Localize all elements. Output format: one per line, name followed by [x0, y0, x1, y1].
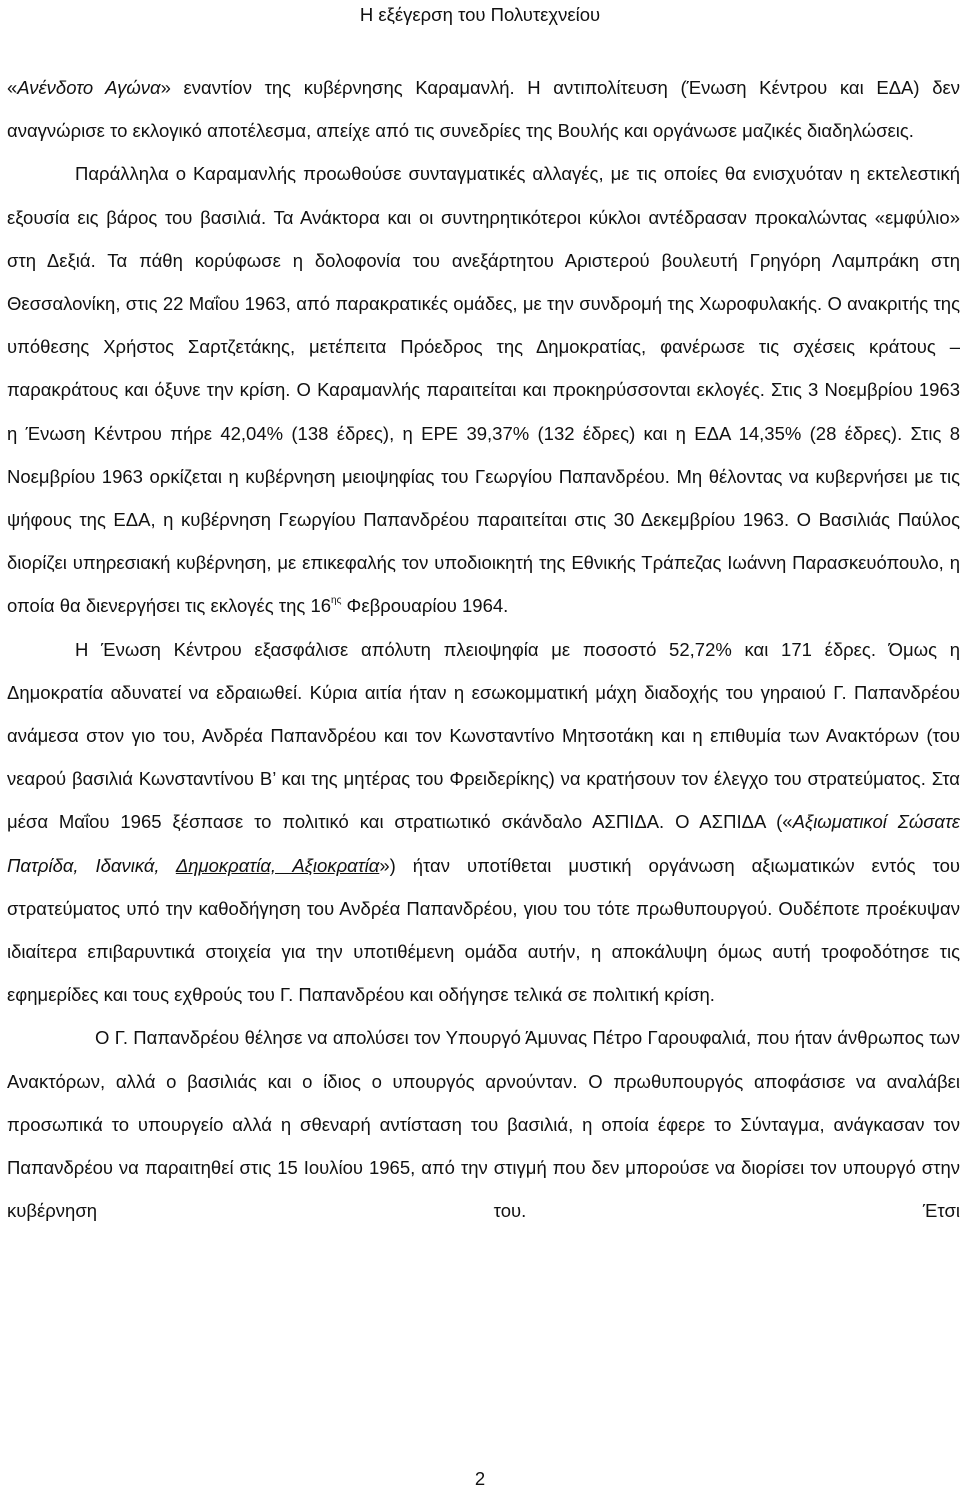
paragraph-2-text-a: Παράλληλα ο Καραμανλής προωθούσε συνταγματικές αλλαγές, με τις οποίες θα ενισχυόταν η εκτελεστική εξουσία εις βάρος του βασιλιά. Τα Ανάκτορα και οι συντηρητικότεροι κύκλοι αντέδρασαν προκαλώντας «εμφύλιο» στη Δεξιά. Τα πάθη κορύφωσε η δολοφονία του ανεξάρτητου Αριστερού βουλευτή Γρηγόρη Λαμπράκη στη Θεσσαλονίκη, στις 22 Μαΐου 1963, από παρακρατικές ομάδες, με την συνδρομή της Χωροφυλακής. Ο ανακριτής της υπόθεσης Χρήστος Σαρτζετάκης, μετέπειτα Πρόεδρος της Δημοκρατίας, φανέρωσε τις σχέσεις κράτους – παρακράτους και όξυνε την κρίση. Ο Καραμανλής παραιτείται και προκηρύσσονται εκλογές. Στις 3 Νοεμβρίου 1963 η Ένωση Κέντρου πήρε 42,04% (138 έδρες), η ΕΡΕ 39,37% (132 έδρες) και η ΕΔΑ 14,35% (28 έδρες). Στις 8 Νοεμβρίου 1963 ορκίζεται η κυβέρνηση μειοψηφίας του Γεωργίου Παπανδρέου. Μη θέλοντας να κυβερνήσει με τις ψήφους της ΕΔΑ, η κυβέρνηση Γεωργίου Παπανδρέου παραιτείται στις 30 Δεκεμβρίου 1963. Ο Βασιλιάς Παύλος διορίζει υπηρεσιακή κυβέρνηση, με επικεφαλής τον υποδιοικητή της Εθνικής Τράπεζας Ιωάννη Παρασκευόπουλο, η οποία θα διενεργήσει τις εκλογές της 16 — [7, 163, 960, 617]
paragraph-1-italic: Ανένδοτο Αγώνα — [17, 77, 161, 98]
paragraph-3-text-a: Η Ένωση Κέντρου εξασφάλισε απόλυτη πλειοψηφία με ποσοστό 52,72% και 171 έδρες. Όμως η Δημοκρατία αδυνατεί να εδραιωθεί. Κύρια αιτία ήταν η εσωκομματική μάχη διαδοχής του γηραιού Γ. Παπανδρέου ανάμεσα στον γιο του, Ανδρέα Παπανδρέου και τον Κωνσταντίνο Μητσοτάκη και η επιθυμία των Ανακτόρων (του νεαρού βασιλιά Κωνσταντίνου Β’ και της μητέρας του Φρειδερίκης) να κρατήσουν τον έλεγχο του στρατεύματος. Στα μέσα Μαΐου 1965 ξέσπασε το πολιτικό και στρατιωτικό σκάνδαλο ΑΣΠΙΔΑ. Ο ΑΣΠΙΔΑ (« — [7, 638, 960, 833]
paragraph-3 — [7, 628, 960, 1017]
paragraph-4 — [7, 1016, 960, 1232]
paragraph-1-text-a: « — [7, 77, 18, 98]
document-body — [7, 66, 960, 1232]
paragraph-1 — [7, 66, 960, 152]
ordinal-superscript: ης — [331, 595, 342, 607]
page-header: Η εξέγερση του Πολυτεχνείου — [359, 4, 601, 25]
aspida-acronym-italic-b: Δημοκρατία, Αξιοκρατία — [175, 854, 380, 876]
paragraph-4-text: Ο Γ. Παπανδρέου θέλησε να απολύσει τον Υπουργό Άμυνας Πέτρο Γαρουφαλιά, που ήταν άνθρωπος των Ανακτόρων, αλλά ο βασιλιάς και ο ίδιος ο υπουργός αρνούνταν. Ο πρωθυπουργός αποφάσισε να αναλάβει προσωπικά το υπουργείο αλλά η σθεναρή αντίσταση του βασιλιά, η οποία έφερε το Σύνταγμα, ανάγκασαν τον Παπανδρέου να παραιτηθεί στις 15 Ιουλίου 1965, από την στιγμή που δεν μπορούσε να διορίσει τον υπουργό στην κυβέρνηση του. Έτσι — [7, 1027, 960, 1222]
paragraph-2 — [7, 152, 960, 627]
aspida-acronym-italic-a: Αξιωματικοί Σώσατε Πατρίδα, Ιδανικά, — [7, 811, 960, 876]
paragraph-3-text-b: ») ήταν υποτίθεται μυστική οργάνωση αξιωματικών εντός του στρατεύματος υπό την καθοδήγηση του Ανδρέα Παπανδρέου, γιου του τότε πρωθυπουργού. Ουδέποτε προέκυψαν ιδιαίτερα επιβαρυντικά στοιχεία για την υποτιθέμενη ομάδα αυτήν, η αποκάλυψη όμως αυτή τροφοδότησε τις εφημερίδες και τους εχθρούς του Γ. Παπανδρέου και οδήγησε τελικά σε πολιτική κρίση. — [7, 854, 960, 1006]
paragraph-2-text-b: Φεβρουαρίου 1964. — [341, 595, 509, 617]
paragraph-1-text-b: » εναντίον της κυβέρνησης Καραμανλή. Η αντιπολίτευση (Ένωση Κέντρου και ΕΔΑ) δεν αναγνώρισε το εκλογικό αποτέλεσμα, απείχε από τις συνεδρίες της Βουλής και οργάνωσε μαζικές διαδηλώσεις. — [7, 77, 960, 142]
page-number: 2 — [474, 1468, 486, 1489]
